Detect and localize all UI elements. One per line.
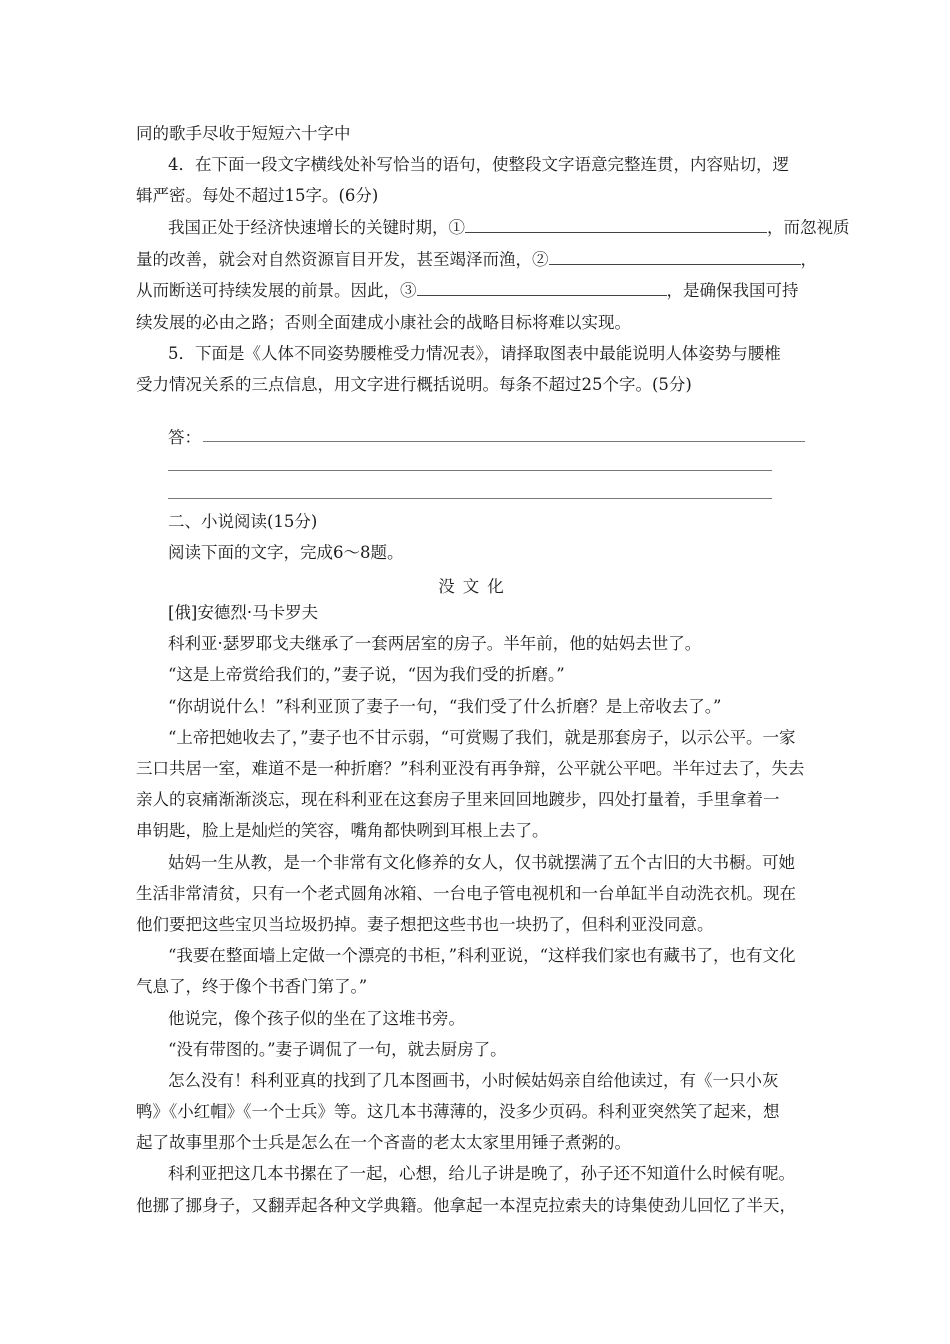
text-segment: ，是确保我国可持 [666,281,799,300]
answer-line-2[interactable] [168,470,772,471]
story-title: 没文化 [438,577,512,596]
answer-line-1[interactable] [203,441,805,442]
question-5-line: 5．下面是《人体不同姿势腰椎受力情况表》，请择取图表中最能说明人体姿势与腰椎 [168,344,781,363]
paragraph-line: 生活非常清贫，只有一个老式圆角冰箱、一台电子管电视机和一台单缸半自动洗衣机。现在 [136,884,796,903]
answer-line-3[interactable] [168,498,772,499]
story-author: [俄]安德烈·马卡罗夫 [168,603,319,622]
paragraph-line: 鸭》《小红帽》《一个士兵》等。这几本书薄薄的，没多少页码。科利亚突然笑了起来，想 [136,1102,780,1121]
text-line: 阅读下面的文字，完成6～8题。 [168,543,404,562]
paragraph-line: “你胡说什么！”科利亚顶了妻子一句，“我们受了什么折磨？是上帝收去了。” [168,697,722,716]
paragraph-line: 科利亚·瑟罗耶戈夫继承了一套两居室的房子。半年前，他的姑妈去世了。 [168,634,702,653]
paragraph-line: “上帝把她收去了，”妻子也不甘示弱，“可赏赐了我们，就是那套房子，以示公平。一家 [168,728,796,747]
fill-blank-line-2 [136,250,817,270]
fill-blank-line-1 [168,218,850,238]
paragraph-line: “这是上帝赏给我们的，”妻子说，“因为我们受的折磨。” [168,665,565,684]
text-segment: ，而忽视质 [767,218,850,237]
paragraph-line: 三口共居一室，难道不是一种折磨？”科利亚没有再争辩，公平就公平吧。半年过去了，失去 [136,759,805,778]
text-line: 辑严密。每处不超过15字。(6分) [136,186,379,205]
section-heading: 二、小说阅读(15分) [168,512,318,531]
paragraph-line: “我要在整面墙上定做一个漂亮的书柜，”科利亚说，“这样我们家也有藏书了，也有文化 [168,946,796,965]
text-segment: 量的改善，就会对自然资源盲目开发，甚至竭泽而渔，② [136,250,549,269]
paragraph-line: 他们要把这些宝贝当垃圾扔掉。妻子想把这些书也一块扔了，但科利亚没同意。 [136,915,714,934]
question-4-line: 4．在下面一段文字横线处补写恰当的语句，使整段文字语意完整连贯，内容贴切，逻 [168,155,789,174]
answer-blank-3[interactable] [417,281,667,296]
paragraph-line: 串钥匙，脸上是灿烂的笑容，嘴角都快咧到耳根上去了。 [136,821,549,840]
text-segment: 从而断送可持续发展的前景。因此，③ [136,281,417,300]
answer-blank-1[interactable] [465,218,767,233]
paragraph-line: 亲人的哀痛渐渐淡忘，现在科利亚在这套房子里来回回地踱步，四处打量着，手里拿着一 [136,790,780,809]
paragraph-line: “没有带图的。”妻子调侃了一句，就去厨房了。 [168,1040,507,1059]
text-line: 受力情况关系的三点信息，用文字进行概括说明。每条不超过25个字。(5分) [136,375,692,394]
answer-blank-2[interactable] [549,250,801,265]
fill-blank-line-3 [136,281,799,301]
text-line: 同的歌手尽收于短短六十字中 [136,124,351,143]
paragraph-line: 他挪了挪身子，又翻弄起各种文学典籍。他拿起一本涅克拉索夫的诗集使劲儿回忆了半天， [136,1196,796,1215]
answer-label: 答： [168,428,201,447]
text-segment: 我国正处于经济快速增长的关键时期，① [168,218,465,237]
text-segment: ， [800,250,817,269]
paragraph-line: 姑妈一生从教，是一个非常有文化修养的女人，仅书就摆满了五个古旧的大书橱。可她 [168,853,795,872]
paragraph-line: 气息了，终于像个书香门第了。” [136,977,368,996]
text-line: 续发展的必由之路；否则全面建成小康社会的战略目标将难以实现。 [136,313,631,332]
paragraph-line: 他说完，像个孩子似的坐在了这堆书旁。 [168,1009,465,1028]
paragraph-line: 起了故事里那个士兵是怎么在一个吝啬的老太太家里用锤子煮粥的。 [136,1133,631,1152]
paragraph-line: 怎么没有！科利亚真的找到了几本图画书，小时候姑妈亲自给他读过，有《一只小灰 [168,1071,779,1090]
paragraph-line: 科利亚把这几本书摞在了一起，心想，给儿子讲是晚了，孙子还不知道什么时候有呢。 [168,1164,795,1183]
